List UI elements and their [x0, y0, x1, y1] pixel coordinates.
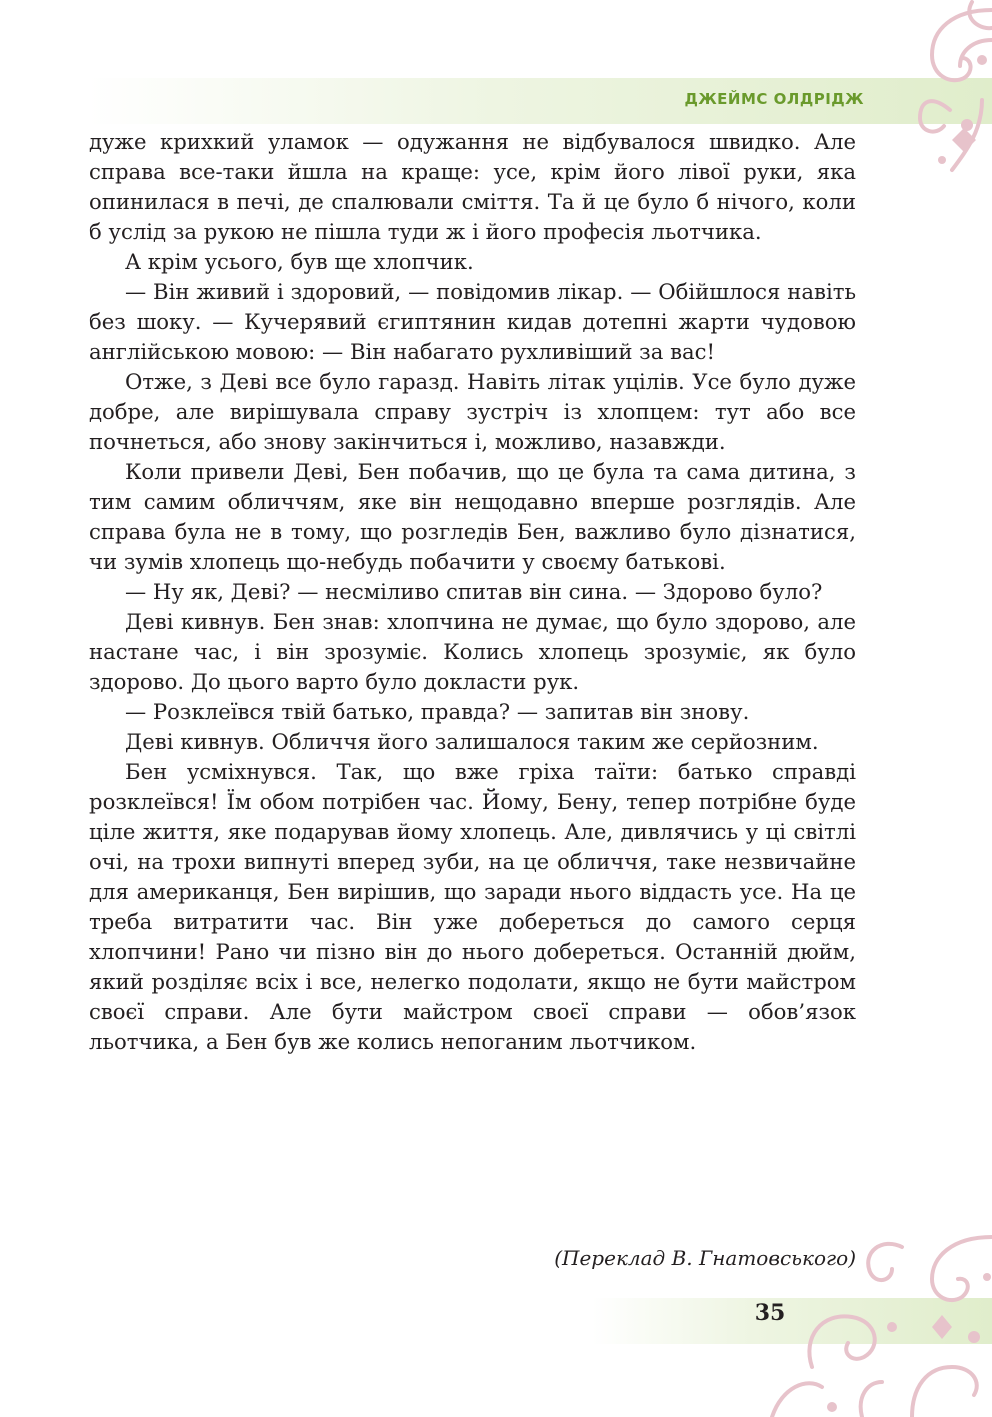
running-head-author: ДЖЕЙМС ОЛДРІДЖ — [684, 90, 864, 108]
paragraph: Деві кивнув. Обличчя його залишалося таким же серйозним. — [125, 729, 819, 754]
paragraph: Коли привели Деві, Бен побачив, що це була та сама дитина, з тим самим обличчям, яке він нещодавно вперше розглядів. Але справа була не в тому, що розгледів Бен, важливо було дізнатися, чи зумів хлопець що-небудь побачити у своєму батькові. — [89, 459, 856, 574]
paragraph: — Він живий і здоровий, — повідомив лікар. — Обійшлося навіть без шоку. — Кучерявий єгиптянин кидав дотепні жарти чудовою англійською мовою: — Він набагато рухливіший за вас! — [89, 279, 856, 364]
paragraph: Бен усміхнувся. Так, що вже гріха таїти: батько справді розклеївся! Їм обом потрібен час. Йому, Бену, тепер потрібне буде ціле життя, яке подарував йому хлопець. Але, дивлячись у ці світлі очі, на трохи випнуті вперед зуби, на це обличчя, таке незвичайне для американця, Бен вирішив, що заради нього віддасть усе. На це треба витратити час. Він уже добереться до самого серця хлопчини! Рано чи пізно він до нього добереться. Останній дюйм, який розділяє всіх і все, нелегко подолати, якщо не бути майстром своєї справи. Але бути майстром своєї справи — обов’язок льотчика, а Бен був же колись непоганим льотчиком. — [89, 759, 856, 1054]
ornament-top-right — [832, 0, 992, 180]
paragraph: Отже, з Деві все було гаразд. Навіть літак уцілів. Усе було дуже добре, але вирішувала справу зустріч із хлопцем: тут або все почнеться, або знову закінчиться і, можливо, назавжди. — [89, 369, 856, 454]
body-text — [89, 127, 856, 1057]
paragraph: Деві кивнув. Бен знав: хлопчина не думає, що було здорово, але настане час, і він зрозуміє. Колись хлопець зрозуміє, як було здорово. До цього варто було докласти рук. — [89, 609, 856, 694]
paragraph: — Розклеївся твій батько, правда? — запитав він знову. — [125, 699, 750, 724]
page-number: 35 — [754, 1300, 786, 1326]
paragraph: А крім усього, був ще хлопчик. — [125, 249, 474, 274]
paragraph: — Ну як, Деві? — несміливо спитав він сина. — Здорово було? — [125, 579, 823, 604]
paragraph: дуже крихкий уламок — одужання не відбувалося швидко. Але справа все-таки йшла на краще: усе, крім його лівої руки, яка опинилася в печі, де спалювали сміття. Та й це було б нічого, коли б услід за рукою не пішла туди ж і його професія льотчика. — [89, 129, 856, 244]
translation-credit: (Переклад В. Гнатовського) — [554, 1246, 856, 1270]
